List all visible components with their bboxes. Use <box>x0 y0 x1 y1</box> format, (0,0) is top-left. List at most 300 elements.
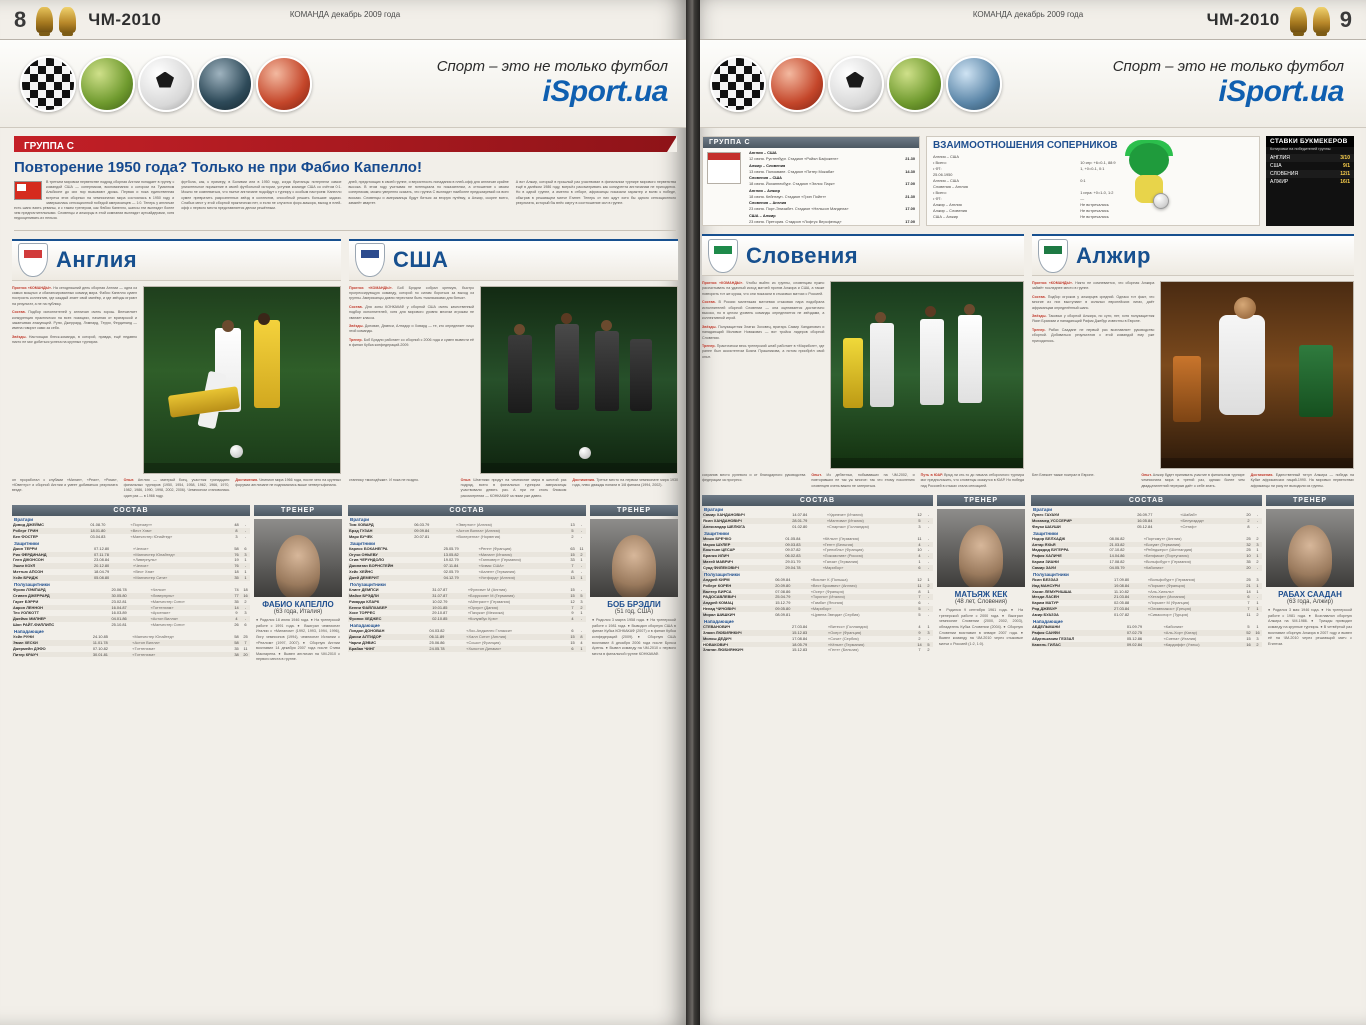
player-matches: 77 <box>234 592 239 598</box>
group-label-bar-left <box>14 136 676 152</box>
player-dob: 17.09.80 <box>1114 576 1130 582</box>
player-matches: 13 <box>570 522 575 528</box>
player-matches: 74 <box>234 586 239 592</box>
relation-stat: 1, +0=0-1, 0:1 <box>1080 166 1105 172</box>
player-name: Самир ЗАУИ <box>1032 565 1057 571</box>
player-matches: 33 <box>570 557 575 563</box>
player-goals: - <box>927 553 930 559</box>
para: Состав. В России маленькая матчевая стыковая пара подобрала исполнителей сборной Словении — она оценивается достаточно высоко, но в целом уровень команды определяется не звёздами, а коллективной игрой. <box>702 300 825 321</box>
player-name: Джермейн ДЭФО <box>13 645 46 651</box>
player-goals: 1 <box>927 576 930 582</box>
player-matches: 7 <box>918 594 921 600</box>
page-number-left: 8 <box>14 6 27 32</box>
rosters-left <box>12 505 678 663</box>
trophy-icon-group-right <box>1290 7 1330 33</box>
match-time: 21.30 <box>905 193 915 199</box>
player-goals: - <box>927 606 930 612</box>
player-club: «Тоттенхэм» <box>132 651 156 657</box>
player-club: «Тоттенхэм» <box>150 604 174 610</box>
trophy-icon <box>59 7 76 33</box>
player-matches: 14 <box>917 641 922 647</box>
odds-value: 3/10 <box>1340 155 1350 162</box>
player-name: Милош ДЕДИЧ <box>703 635 732 641</box>
team-photo-slovenia <box>830 281 1024 469</box>
mascot-zakumi-icon <box>1123 143 1175 215</box>
player-name: Хейс ХЕЙНС <box>349 569 374 575</box>
player-dob: 28.01.79 <box>792 518 808 524</box>
player-name: Марк БУЧЕК <box>349 533 373 539</box>
trophy-icon <box>1313 7 1330 33</box>
player-dob: 31.07.87 <box>432 592 448 598</box>
player-dob: 16.04.87 <box>111 604 127 610</box>
player-goals: - <box>927 541 930 547</box>
player-club: «Волеренга» (Норвегия) <box>456 533 501 539</box>
player-name: Джей ДЕМЕРИТ <box>349 575 380 581</box>
para: он проработал с клубами «Милан», «Реал», «Рома», «Ювентус» и сборной Англии и умеет добиваться результата везде. <box>12 477 118 493</box>
player-matches: 7 <box>918 647 921 653</box>
player-matches: 48 <box>234 522 239 528</box>
para: Опыт. Англия — матерый боец, участник тринадцати финальных турниров (1950, 1954, 1958, 1962, 1966, 1970, 1982, 1986, 1990, 1998, 2002, 2006). Чемпионом становилась один раз — в 1966 году. <box>123 477 230 498</box>
player-club: «Вольфсбург» (Германия) <box>1143 559 1191 565</box>
player-name: Карлос БОКАНЕГРА <box>349 545 388 551</box>
player-goals: 1 <box>1256 623 1259 629</box>
team-blocks-right <box>702 234 1354 489</box>
coach-name-usa: БОБ БРЭДЛИ <box>607 600 661 610</box>
player-club: «Ливерпуль» <box>150 592 175 598</box>
player-club: «Лорьян» (Франция) <box>1147 582 1186 588</box>
isport-logo-left: iSport.ua <box>542 75 668 108</box>
player-club: «Аль-Хор» (Катар) <box>1163 629 1198 635</box>
team-text-slovenia-bottom <box>702 473 1024 489</box>
match-text: США – Алжир <box>749 212 776 218</box>
banner-text-right <box>1113 58 1344 109</box>
player-name: Тим ХОВАРД <box>349 522 374 528</box>
player-club: «Ренн» (Франция) <box>478 545 512 551</box>
player-matches: 15 <box>570 639 575 645</box>
player-dob: 30.05.80 <box>111 592 127 598</box>
player-name: Чарли ДЭВИС <box>349 639 377 645</box>
rosters-right <box>702 495 1354 653</box>
player-dob: 19.02.79 <box>443 557 459 563</box>
player-matches: 5 <box>571 528 574 534</box>
player-goals: 4 <box>580 639 583 645</box>
player-goals: 3 <box>1256 635 1259 641</box>
player-club: «Витесс» (Голландия) <box>828 623 868 629</box>
lead-article <box>14 180 676 231</box>
player-dob: 18.05.79 <box>792 641 808 647</box>
player-dob: 05.12.86 <box>1126 635 1143 641</box>
team-text-usa-bottom <box>349 478 678 500</box>
player-goals: - <box>927 518 930 524</box>
player-goals: - <box>1256 518 1259 524</box>
player-matches: 8 <box>1247 523 1250 529</box>
player-dob: 29.10.87 <box>432 610 448 616</box>
player-name: Боштьян ЦЕСАР <box>703 547 735 553</box>
player-goals: 1 <box>927 623 930 629</box>
player-matches: 38 <box>234 651 239 657</box>
player-dob: 16.03.89 <box>111 610 127 616</box>
player-matches: 4 <box>235 616 238 622</box>
player-club: «Осер» (Франция) <box>810 588 844 594</box>
player-club: «Висла» К (Польша) <box>810 576 848 582</box>
trophy-icon-group <box>36 7 76 33</box>
player-dob: 10.02.79 <box>432 598 448 604</box>
player-goals: - <box>927 547 930 553</box>
player-club: «Олимпиакос» (Греция) <box>1147 606 1192 612</box>
relation-stat: 1 игра: +0=1-0, 1:2 <box>1080 190 1114 196</box>
player-matches: 4 <box>918 541 921 547</box>
para: Звёзды. Настоящая блеск-команда, в которой, правда, ещё недавно никто не мог добиться успеха на крупных турнирах. <box>12 334 138 345</box>
player-goals: 2 <box>244 598 247 604</box>
para: сохранив место рулевого и от благодарного руководства федерации за прогресс. <box>702 473 806 483</box>
player-club: «Вольфсбург» (Германия) <box>1147 576 1196 582</box>
player-goals: 6 <box>244 622 247 628</box>
player-dob: 05.08.80 <box>94 575 110 581</box>
para: Звёзды. Полузащитник Златко Зоховец, вратарь Самир Ханданович и нападающий Миливое Новакович — вот тройка лидеров сборной Словении. <box>702 324 825 340</box>
england-crest-icon <box>18 243 48 277</box>
position-header: Защитники <box>1033 530 1059 536</box>
player-table <box>1031 624 1262 647</box>
player-name: Камель ГИЛАС <box>1032 641 1061 647</box>
player-name: Мэттью АПСОН <box>13 569 44 575</box>
player-goals: - <box>580 522 583 528</box>
relation-stat: 0:1 <box>1080 178 1086 184</box>
player-matches: 18 <box>234 569 239 575</box>
team-header-usa <box>349 239 678 281</box>
player-table <box>348 587 586 622</box>
odds-team: АНГЛИЯ <box>1270 155 1290 162</box>
player-club: «Кёльн» (Германия) <box>822 535 860 541</box>
team-block-england <box>12 239 341 500</box>
player-club: «Манчестер Юнайтед» <box>133 551 175 557</box>
player-club: «Эвертон» (Англия) <box>456 522 492 528</box>
player-club: «Халл Сити» (Англия) <box>466 633 507 639</box>
player-name: Карим МАТУР <box>1032 600 1059 606</box>
player-matches: 6 <box>571 645 574 651</box>
position-header: Защитники <box>14 540 40 546</box>
player-matches: 14 <box>1246 588 1251 594</box>
player-matches: 7 <box>1247 606 1250 612</box>
player-club: «Манчестер Юнайтед» <box>132 633 175 639</box>
position-header: Защитники <box>350 540 376 546</box>
player-matches: 2 <box>918 635 921 641</box>
relation-row <box>927 214 1259 220</box>
slovenia-crest-icon <box>708 239 738 273</box>
odds-value: 9/1 <box>1343 163 1350 170</box>
player-matches: 16 <box>1246 641 1251 647</box>
player-matches: 20 <box>1246 565 1251 571</box>
player-name: Нэдир БЕЛХАДЖ <box>1032 535 1066 541</box>
player-dob: 06.03.79 <box>414 522 430 528</box>
player-table <box>1031 512 1262 530</box>
table-row <box>702 647 933 653</box>
lead-column-4: А вот Алжир, который в прошлый раз участвовал в финальном турнире мирового первенства ещё в далёком 1986 году, всерьёз рассматривать как конкурента англичанам не приходится. Но в одной группе, а именно в отборе, африканцы показали характер и волю к победе, обыграв в решающем матче Египет. Теперь от них ждут хотя бы одного сенсационного результата, который бы внёс смуту в соотношение сил в группе. <box>515 180 676 205</box>
player-matches: 10 <box>1246 553 1251 559</box>
player-goals: - <box>244 528 247 534</box>
player-name: Фаузи ШАУШИ <box>1032 523 1061 529</box>
para: Опыт. Штатники придут на чемпионат мира в шестой раз подряд, всего в финальных турнирах американцы участвовали девять раз. А при не столь близком рассмотрении — КОНКАКАФ за ними уже давно. <box>460 477 567 498</box>
player-goals: 3 <box>244 551 247 557</box>
player-goals: - <box>244 533 247 539</box>
player-dob: 04.01.86 <box>111 616 127 622</box>
player-dob: 20.09.80 <box>775 582 791 588</box>
player-dob: 03.04.83 <box>90 533 106 539</box>
position-header: Полузащитники <box>350 581 386 587</box>
para: станнику «молодёжки». И пока не поздно. <box>349 477 420 482</box>
player-name: Уэйн РУНИ <box>13 633 34 639</box>
player-goals: 3 <box>580 598 583 604</box>
team-block-slovenia <box>702 234 1024 489</box>
player-name: Абдельказим ГЕЗЗАЛ <box>1032 635 1075 641</box>
team-text-usa-left <box>349 286 474 474</box>
player-name: Лэндон ДОНОВАН <box>349 628 385 634</box>
player-matches: 10 <box>917 547 922 553</box>
team-header-slovenia <box>702 234 1024 276</box>
player-goals: 2 <box>927 582 930 588</box>
relation-stat: Не встречались <box>1080 202 1109 208</box>
team-photo-england <box>143 286 341 474</box>
player-club: «Астон Вилла» <box>150 616 179 622</box>
player-club: «Челси» <box>150 586 166 592</box>
country-flag-icon <box>14 181 42 200</box>
player-name: Фрэнк ЛЭМПАРД <box>13 586 46 592</box>
player-club: «Вест Бромвич» (Англия) <box>810 582 857 588</box>
player-dob: 24.10.85 <box>92 633 108 639</box>
player-goals: - <box>927 565 930 571</box>
player-name: Амир БУАЗЗА <box>1032 612 1059 618</box>
player-name: Аарон ЛЕННОН <box>13 604 43 610</box>
player-table <box>702 536 933 571</box>
player-dob: 30.01.81 <box>92 651 108 657</box>
roster-slovenia <box>702 495 1025 653</box>
player-name: Мадждид БУГЕРРА <box>1032 547 1069 553</box>
coach-block-usa <box>590 505 678 663</box>
player-name: Ясин ХАНДАНОВИЧ <box>703 518 742 524</box>
team-name-algeria: Алжир <box>1076 242 1151 268</box>
relation-pair: • Всего: <box>933 190 947 196</box>
player-dob: 09.02.84 <box>1126 641 1143 647</box>
player-matches: 5 <box>918 612 921 618</box>
relation-pair: Алжир – Англия <box>933 202 962 208</box>
player-dob: 25.10.81 <box>111 622 127 628</box>
para: Достижения. Единственный титул Алжира — победа на Кубке африканских наций-1990. На мировых первенствах африканцы ни разу не выходили из группы. <box>1250 473 1354 488</box>
player-goals: 16 <box>1255 629 1260 635</box>
relation-pair: • Всего: <box>933 160 947 166</box>
player-goals: - <box>580 533 583 539</box>
player-name: Антар ЯХЬЯ <box>1032 541 1056 547</box>
coach-bio-algeria: ● Родился 3 мая 1946 года. ● На тренерской работе с 1981 года. ● Возглавлял сборную Алжира на ЧМ-1986. ● Трижды приводил команду на крупные турниры. ● В четвёртый раз возглавил сборную Алжира в 2007 году и вывел её на ЧМ-2010 через решающий матч с Египтом. <box>1268 608 1352 646</box>
lead-column-3: дней, предстоящих в своей группе, и вероятность попадания в плей-офф для англичан крайне высока. В этом году учитывая не потенциала по показателям, а отношение к своим соперникам, можно уверенно сказать, что группа С выглядит наиболее предсказуемой из всех восьми. Словенцы и американцы будут биться за вторую путёвку, а Алжир, скорее всего, замкнёт квартет. <box>348 180 509 205</box>
player-matches: 58 <box>234 633 239 639</box>
player-goals: 1 <box>1256 600 1259 606</box>
relation-stat: 10 игр: +6=0-1, 88:9 <box>1080 160 1116 166</box>
relations-title: ВЗАИМООТНОШЕНИЯ СОПЕРНИКОВ <box>933 140 1118 151</box>
player-goals: 1 <box>1256 606 1259 612</box>
team-block-algeria <box>1032 234 1354 489</box>
basketball-icon <box>769 56 825 112</box>
player-dob: 07.11.78 <box>94 551 109 557</box>
match-text: 18 июня. Йоханнесбург. Стадион «Эллис Парк» <box>749 181 835 187</box>
player-club: «Фулхэм» М (Англия) <box>467 586 507 592</box>
player-matches: 15 <box>570 551 575 557</box>
player-matches: 63 <box>570 545 575 551</box>
player-goals: 7 <box>244 639 247 645</box>
team-body-slovenia <box>702 281 1024 469</box>
squad-groups-algeria <box>1031 506 1262 647</box>
player-club: «Манчестер Сити» <box>150 598 185 604</box>
player-goals: - <box>927 612 930 618</box>
player-dob: 08.06.82 <box>1109 535 1125 541</box>
player-matches: 9 <box>918 629 921 635</box>
player-dob: 29.04.78 <box>785 565 801 571</box>
player-dob: 20.07.81 <box>414 533 430 539</box>
relation-pair: • ФТ: <box>933 166 942 172</box>
player-club: «Гамба» (Япония) <box>810 600 844 606</box>
player-dob: 11.10.82 <box>1114 588 1129 594</box>
player-dob: 07.08.86 <box>775 588 791 594</box>
lead-text-1: В третьем мировом первенстве подряд сборная Англии попадает в группу с командой США — соперником, воспоминания о котором на Туманном Альбионе до сих пор вызывают дрожь. Первая и пока единственная встреча этих сборных на чемпионатах мира состоялась в 1950 году и завершилась сенсационной победой американцев — 1:0. Теперь у англичан есть шанс взять реванш, и с таким тренером, как Фабио Капелло, шансы эти выглядят более чем предпочтительными. Словенцы и алжирцы в этой компании выглядят аутсайдерами, хотя недооценивать их нельзя. <box>14 180 175 221</box>
table-row <box>348 646 586 652</box>
para: Опыт. Из дебютных, побывавших на ЧМ-2002, и повторявших не так уж многое: так что этому поколению словенцев очень важно не затеряться. <box>811 473 915 488</box>
player-goals: - <box>244 563 247 569</box>
team-body-usa <box>349 286 678 474</box>
player-club: «Бохум» (Германия) <box>1143 541 1181 547</box>
team-text-england-bottom <box>12 478 341 500</box>
coach-block-slovenia <box>937 495 1025 653</box>
player-matches: 76 <box>234 551 239 557</box>
squad-groups-england <box>12 516 250 657</box>
squad-header-algeria: СОСТАВ <box>1031 495 1262 506</box>
player-dob: 01.09.79 <box>1126 623 1143 629</box>
player-dob: 07.12.80 <box>94 545 110 551</box>
player-goals: - <box>244 604 247 610</box>
player-club: «Орхус» (Дания) <box>467 604 499 610</box>
coach-header-england: ТРЕНЕР <box>254 505 342 516</box>
player-club: «Тоттенхэм» <box>132 645 156 651</box>
para: Тренер. Практически весь тренерский штаб работает в «Марибоге», где ранее был ассистентом Бояна Прашникова, а потом приобрёл свой опыт. <box>702 343 825 359</box>
team-text-slovenia-left <box>702 281 824 469</box>
player-dob: 21.03.84 <box>1114 594 1130 600</box>
player-matches: 20 <box>1246 512 1251 518</box>
odds-team: СЛОВЕНИЯ <box>1270 171 1299 178</box>
player-name: Фрэнки ХЕДЖЕС <box>349 616 382 622</box>
group-info-box <box>702 136 1354 226</box>
player-goals: 1 <box>1256 588 1259 594</box>
player-name: Брэд ГУЗАН <box>349 528 373 534</box>
player-club: «Хетафе» (Испания) <box>1147 594 1186 600</box>
player-name: Джон ТЕРРИ <box>13 545 38 551</box>
para: Звёзды. Таковых у сборной Алжира, по сути, нет, хотя полузащитник Ясин Брахими и нападающий Рафик Джебур известны в Европе. <box>1032 313 1155 324</box>
team-name-usa: США <box>393 247 449 273</box>
player-club: «Арсенал» <box>150 610 171 616</box>
para: Бен Бпеккет также поиграл в Европе. <box>1032 473 1095 477</box>
position-header: Нападающие <box>704 618 734 624</box>
player-dob: 04.05.79 <box>1109 565 1125 571</box>
match-time: 21.30 <box>905 156 915 162</box>
player-club: «Хьюстон Динамо» <box>466 645 502 651</box>
player-club: «Спартак» (Голландия) <box>826 523 869 529</box>
squad-header-england: СОСТАВ <box>12 505 250 516</box>
player-matches: 7 <box>571 604 574 610</box>
player-name: Роберт КОРЕН <box>703 582 732 588</box>
squad-table-england <box>12 505 250 663</box>
player-matches: 4 <box>571 616 574 622</box>
player-name: Стив ЧЕРУНДОЛО <box>349 557 385 563</box>
coach-age-algeria: (63 года, Алжир) <box>1287 599 1333 606</box>
player-name: Златан ЛЮБИЯНКИЧ <box>703 647 744 653</box>
match-text: Словения – Англия <box>749 200 787 205</box>
player-table <box>12 634 250 657</box>
player-club: «Вест Хэм» <box>133 569 155 575</box>
para: Звёзды. Донован, Дэмпси, Алтидор и Ховард — те, кто определяет лицо этой команды. <box>349 323 475 334</box>
player-table <box>12 522 250 540</box>
player-club: «Сошо» (Франция) <box>466 639 501 645</box>
team-photo-usa <box>480 286 678 474</box>
position-header: Полузащитники <box>1033 571 1069 577</box>
player-name: Лунес ГАУАУИ <box>1032 512 1060 518</box>
banner-slogan-right: Спорт – это не только футбол <box>1112 58 1344 75</box>
coach-name-england: ФАБИО КАПЕЛЛО <box>262 600 334 610</box>
magazine-issue-left: КОМАНДА декабрь 2009 года <box>289 10 401 19</box>
player-matches: 1 <box>918 559 921 565</box>
para: Прогноз «КОМАНДЫ». Чтобы выйти из группы, словенцам нужно рассчитывать на удачный исход матчей против Алжира и США, а также повторить тот же кураж, что они показали в стыковых матчах с Россией. <box>702 281 825 296</box>
left-page-header <box>0 0 690 40</box>
player-goals: - <box>927 512 930 518</box>
player-dob: 25.04.79 <box>775 594 791 600</box>
player-goals: - <box>580 628 583 634</box>
player-table <box>702 512 933 530</box>
player-dob: 23.02.81 <box>111 598 127 604</box>
boxing-glove-icon <box>256 56 312 112</box>
match-time: 17.00 <box>905 181 915 187</box>
player-matches: 8 <box>918 588 921 594</box>
player-matches: 32 <box>1246 541 1251 547</box>
match-text: Англия – США <box>749 150 777 155</box>
team-text-algeria-left <box>1032 281 1154 469</box>
player-goals: 2 <box>927 647 930 653</box>
odds-team: США <box>1270 163 1282 170</box>
team-header-algeria <box>1032 234 1354 276</box>
player-club: «Челси» <box>133 545 149 551</box>
player-goals: - <box>927 535 930 541</box>
player-goals: 1 <box>1256 547 1259 553</box>
player-name: Рикардо КЛАРК <box>349 598 380 604</box>
player-goals: 1 <box>580 557 583 563</box>
player-matches: 8 <box>235 528 238 534</box>
coach-header-usa: ТРЕНЕР <box>590 505 678 516</box>
player-matches: 5 <box>918 518 921 524</box>
player-matches: 15 <box>570 633 575 639</box>
position-header: Вратари <box>704 507 724 513</box>
player-club: «Сочи» (Сербия) <box>828 635 859 641</box>
player-name: Андрей КИРМ <box>703 576 730 582</box>
player-matches: 11 <box>917 535 922 541</box>
player-name: Андрей КОМАЦ <box>703 600 733 606</box>
player-matches: 19 <box>234 557 239 563</box>
para: Прогноз «КОМАНДЫ». Боб Брэдли собрал крепкую, быстро прогрессирующую команду, которой по силам бороться за выход из группы. Американцы давно перестали быть «мальчиками для битья». <box>349 285 475 301</box>
player-club: «Удинезе» (Италия) <box>826 512 863 518</box>
player-goals: - <box>580 528 583 534</box>
player-name: Майкл БРЭДЛИ <box>349 592 379 598</box>
relation-stat: Не встречались <box>1080 208 1109 214</box>
player-goals: 2 <box>1256 612 1259 618</box>
roster-england <box>12 505 342 663</box>
player-goals: 1 <box>1256 582 1259 588</box>
banner-slogan-left: Спорт – это не только футбол <box>436 58 668 75</box>
player-matches: 12 <box>570 598 575 604</box>
relation-stat: — <box>1080 196 1085 202</box>
team-header-england <box>12 239 341 281</box>
